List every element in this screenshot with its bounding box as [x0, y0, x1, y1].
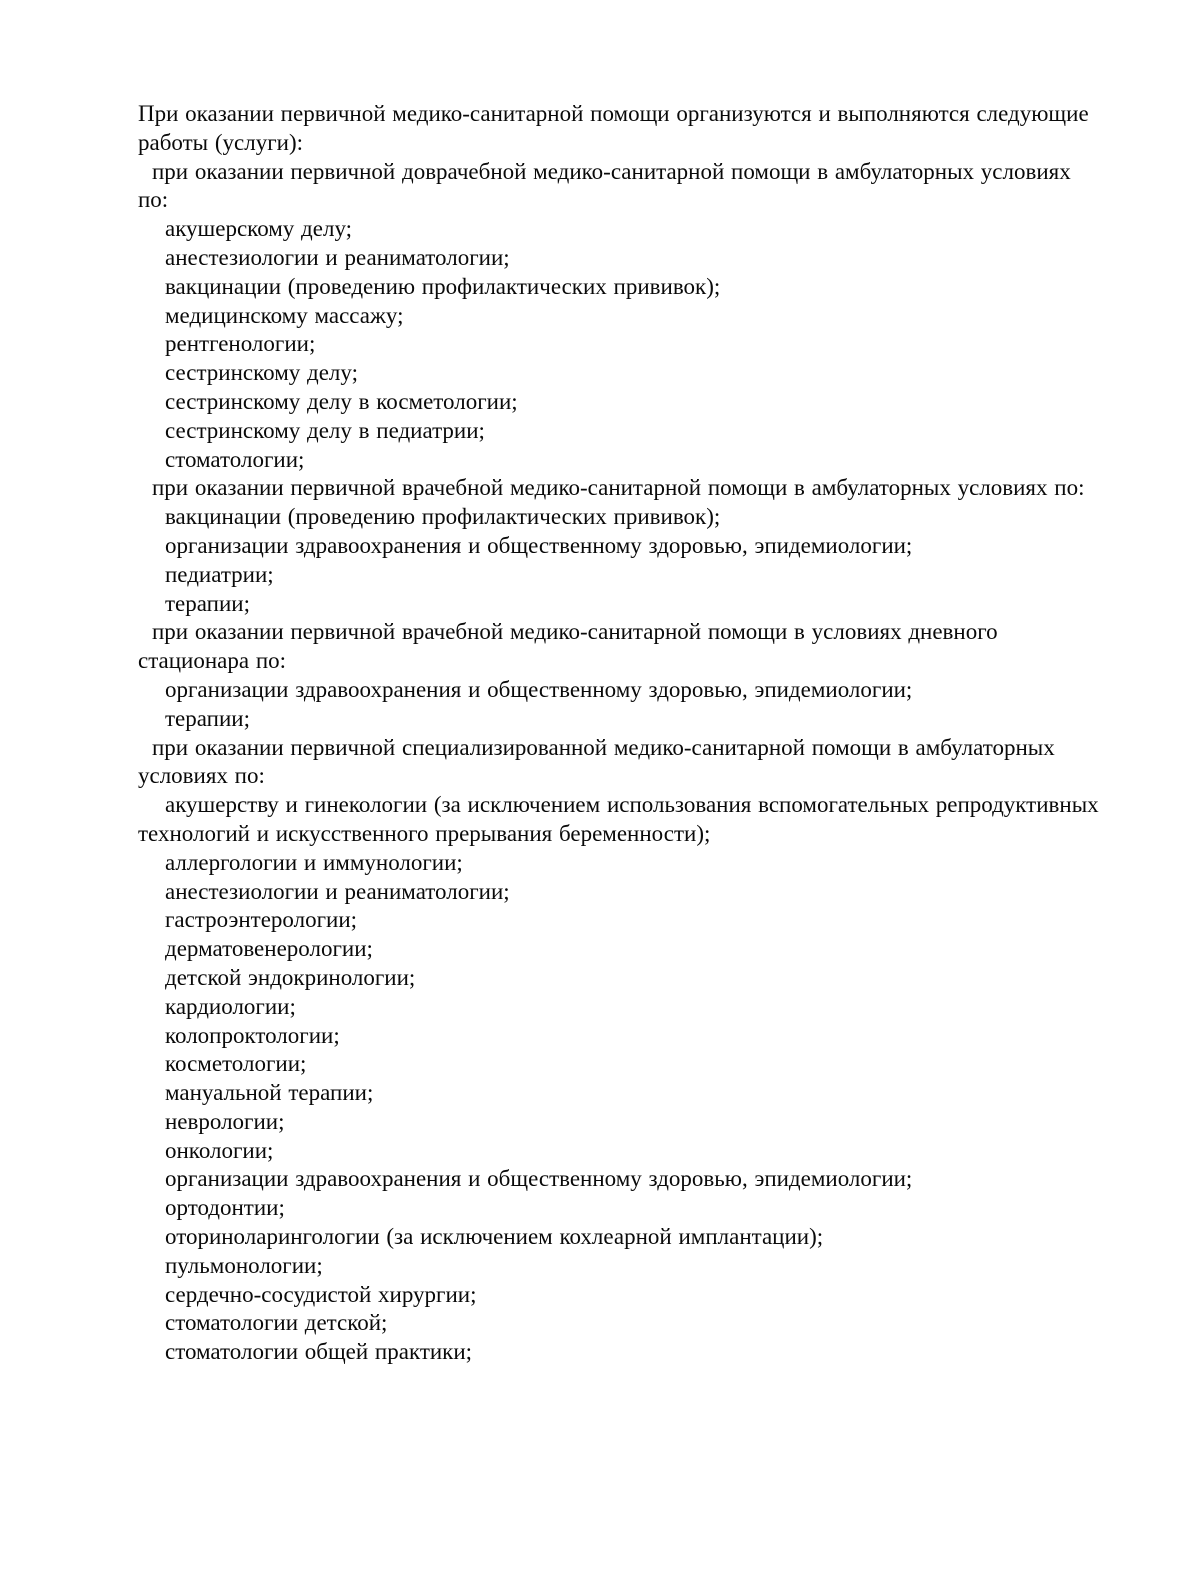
text-line: технологий и искусственного прерывания беременности); — [138, 820, 711, 846]
text-line: сестринскому делу; — [165, 360, 358, 386]
text-line: онкологии; — [165, 1137, 274, 1163]
text-line: акушерскому делу; — [165, 216, 353, 242]
text-line: гастроэнтерологии; — [165, 907, 358, 933]
text-line: косметологии; — [165, 1051, 307, 1077]
text-line: При оказании первичной медико-санитарной помощи организуются и выполняются следующие — [138, 101, 1089, 126]
text-line: при оказании первичной врачебной медико-санитарной помощи в условиях дневного — [152, 619, 998, 645]
text-line: по: — [138, 187, 169, 213]
text-line: организации здравоохранения и общественному здоровью, эпидемиологии; — [165, 676, 913, 702]
text-line: вакцинации (проведению профилактических прививок); — [165, 504, 721, 530]
text-line: стационара по: — [138, 648, 287, 674]
text-line: кардиологии; — [165, 993, 296, 1019]
text-line: оториноларингологии (за исключением кохлеарной имплантации); — [165, 1224, 824, 1250]
text-line: стоматологии детской; — [165, 1310, 388, 1336]
text-line: аллергологии и иммунологии; — [165, 849, 463, 875]
text-line: педиатрии; — [165, 561, 274, 587]
text-line: неврологии; — [165, 1108, 285, 1134]
text-line: дерматовенерологии; — [165, 936, 373, 962]
text-line: медицинскому массажу; — [165, 302, 404, 328]
text-line: организации здравоохранения и общественному здоровью, эпидемиологии; — [165, 1166, 913, 1192]
text-line: мануальной терапии; — [165, 1080, 374, 1106]
text-line: терапии; — [165, 705, 250, 731]
text-line: ортодонтии; — [165, 1195, 285, 1221]
text-line: детской эндокринологии; — [165, 964, 416, 990]
text-line: пульмонологии; — [165, 1252, 323, 1278]
text-line: стоматологии; — [165, 446, 305, 472]
text-line: вакцинации (проведению профилактических прививок); — [165, 273, 721, 299]
text-line: при оказании первичной специализированной медико-санитарной помощи в амбулаторных — [152, 734, 1055, 760]
text-line: колопроктологии; — [165, 1022, 340, 1048]
text-line: при оказании первичной доврачебной медико-санитарной помощи в амбулаторных условиях — [152, 158, 1071, 184]
text-line: стоматологии общей практики; — [165, 1339, 473, 1365]
text-line: анестезиологии и реаниматологии; — [165, 244, 510, 270]
text-line: сестринскому делу в косметологии; — [165, 388, 518, 414]
text-line: сердечно-сосудистой хирургии; — [165, 1281, 477, 1307]
text-line: работы (услуги): — [138, 129, 303, 155]
text-line: сестринскому делу в педиатрии; — [165, 417, 485, 443]
text-line: анестезиологии и реаниматологии; — [165, 878, 510, 904]
text-line: условиях по: — [138, 763, 265, 789]
text-line: организации здравоохранения и общественному здоровью, эпидемиологии; — [165, 532, 913, 558]
text-line: терапии; — [165, 590, 250, 616]
text-line: акушерству и гинекологии (за исключением использования вспомогательных репродуктивных — [165, 792, 1099, 818]
text-line: рентгенологии; — [165, 331, 316, 357]
text-line: при оказании первичной врачебной медико-санитарной помощи в амбулаторных условиях по: — [152, 475, 1085, 501]
text-block — [138, 100, 1130, 1367]
